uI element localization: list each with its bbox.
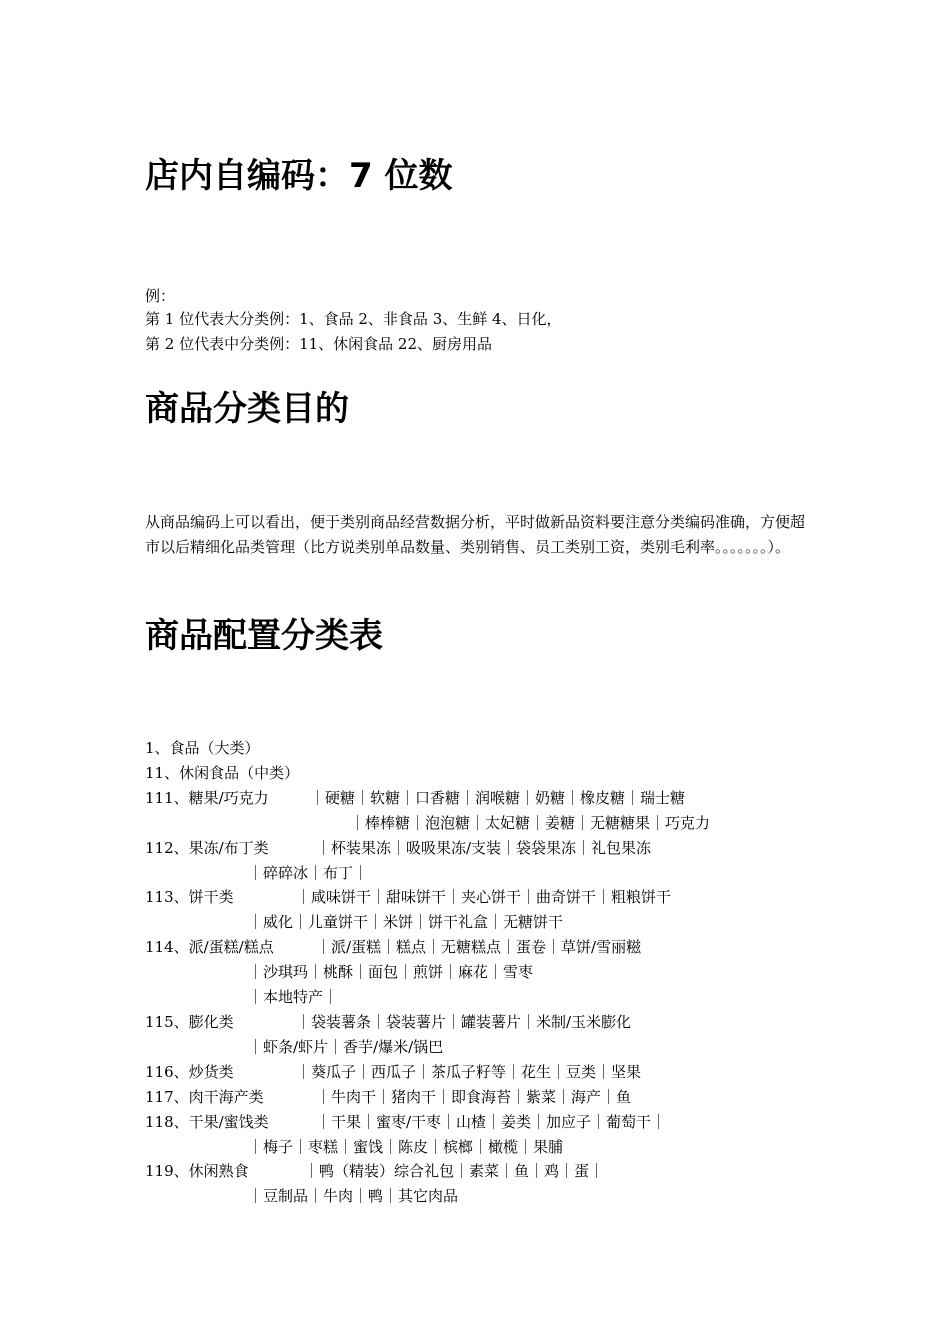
category-113-items-2: ｜威化｜儿童饼干｜米饼｜饼干礼盒｜无糖饼干 — [248, 913, 564, 931]
heading-table: 商品配置分类表 — [145, 616, 383, 656]
category-115-name: 115、膨化类 — [145, 1013, 234, 1031]
category-119-name: 119、休闲熟食 — [145, 1162, 249, 1180]
category-111-name: 111、糖果/巧克力 — [145, 789, 269, 807]
category-113-items-1: ｜咸味饼干｜甜味饼干｜夹心饼干｜曲奇饼干｜粗粮饼干 — [296, 888, 672, 906]
category-112-name: 112、果冻/布丁类 — [145, 839, 269, 857]
category-116-name: 116、炒货类 — [145, 1063, 234, 1081]
category-middle: 11、休闲食品（中类） — [145, 764, 300, 782]
category-119-items-2: ｜豆制品｜牛肉｜鸭｜其它肉品 — [248, 1187, 459, 1205]
category-118-items-2: ｜梅子｜枣糕｜蜜饯｜陈皮｜槟榔｜橄榄｜果脯 — [248, 1138, 564, 1156]
category-111-items-1: ｜硬糖｜软糖｜口香糖｜润喉糖｜奶糖｜橡皮糖｜瑞士糖 — [310, 789, 686, 807]
category-114-items-2: ｜沙琪玛｜桃酥｜面包｜煎饼｜麻花｜雪枣 — [248, 963, 534, 981]
category-116-items-1: ｜葵瓜子｜西瓜子｜茶瓜子籽等｜花生｜豆类｜坚果 — [296, 1063, 642, 1081]
category-119-items-1: ｜鸭（精装）综合礼包｜素菜｜鱼｜鸡｜蛋｜ — [304, 1162, 605, 1180]
category-117-name: 117、肉干海产类 — [145, 1088, 264, 1106]
example-line-2: 第 2 位代表中分类例：11、休闲食品 22、厨房用品 — [145, 335, 493, 353]
category-114-items-1: ｜派/蛋糕｜糕点｜无糖糕点｜蛋卷｜草饼/雪丽糍 — [316, 938, 642, 956]
category-111-items-2: ｜棒棒糖｜泡泡糖｜太妃糖｜姜糖｜无糖糖果｜巧克力 — [350, 814, 711, 832]
heading-code: 店内自编码：7 位数 — [145, 156, 453, 196]
category-113-name: 113、饼干类 — [145, 888, 234, 906]
purpose-paragraph: 从商品编码上可以看出，便于类别商品经营数据分析，平时做新品资料要注意分类编码准确，方便超市以后精细化品类管理（比方说类别单品数量、类别销售、员工类别工资，类别毛利率。。。。。。。）。 — [145, 513, 806, 556]
category-118-items-1: ｜干果｜蜜枣/干枣｜山楂｜姜类｜加应子｜葡萄干｜ — [316, 1113, 667, 1131]
heading-purpose: 商品分类目的 — [145, 389, 349, 429]
category-112-items-1: ｜杯装果冻｜吸吸果冻/支装｜袋袋果冻｜礼包果冻 — [316, 839, 652, 857]
example-label: 例： — [145, 287, 176, 305]
category-117-items-1: ｜牛肉干｜猪肉干｜即食海苔｜紫菜｜海产｜鱼 — [316, 1088, 632, 1106]
category-112-items-2: ｜碎碎冰｜布丁｜ — [248, 864, 369, 882]
category-115-items-2: ｜虾条/虾片｜香芋/爆米/锅巴 — [248, 1038, 444, 1056]
example-line-1: 第 1 位代表大分类例：1、食品 2、非食品 3、生鲜 4、日化， — [145, 310, 562, 328]
category-118-name: 118、干果/蜜饯类 — [145, 1113, 269, 1131]
category-114-items-3: ｜本地特产｜ — [248, 988, 339, 1006]
category-115-items-1: ｜袋装薯条｜袋装薯片｜罐装薯片｜米制/玉米膨化 — [296, 1013, 632, 1031]
category-major: 1、食品（大类） — [145, 739, 260, 757]
category-114-name: 114、派/蛋糕/糕点 — [145, 938, 274, 956]
